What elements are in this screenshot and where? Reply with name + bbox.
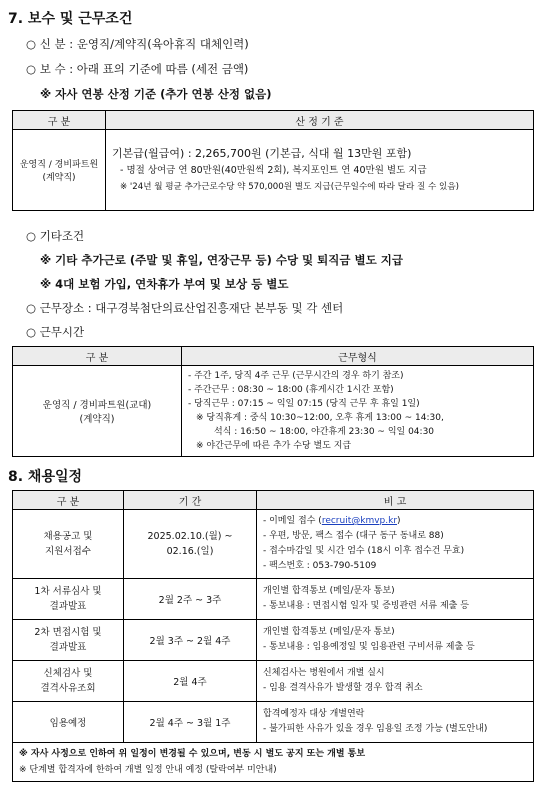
extra-allowance-note: ※ 기타 추가근로 (주말 및 휴일, 연장근무 등) 수당 및 퇴직금 별도 지급 xyxy=(40,253,403,267)
work-format-line: ※ 당직휴게 : 중식 10:30~12:00, 오후 휴게 13:00 ~ 14:30, xyxy=(196,413,444,423)
other-conditions-line: ○ 기타조건 xyxy=(26,229,85,243)
schedule-header-category: 구 분 xyxy=(13,491,124,510)
work-format-line: ※ 야간근무에 따른 추가 수당 별도 지급 xyxy=(196,441,352,451)
employment-type-line: ○ 신 분 : 운영직/계약직(육아휴직 대체인력) xyxy=(26,37,249,51)
pay-table-header-criteria: 산 정 기 준 xyxy=(106,111,534,130)
work-table-header-format: 근무형식 xyxy=(182,347,534,366)
section-8-title: 8. 채용일정 xyxy=(8,469,83,485)
bonus-line: - 명절 상여금 연 80만원(40만원씩 2회), 복지포인트 연 40만원 별도 지급 xyxy=(120,165,427,176)
insurance-note: ※ 4대 보험 가입, 연차휴가 부여 및 보상 등 별도 xyxy=(40,277,289,291)
table-row xyxy=(13,702,534,743)
schedule-period: 2월 2주 ~ 3주 xyxy=(124,579,257,620)
schedule-period: 2025.02.10.(월) ~ 02.16.(일) xyxy=(124,510,257,579)
schedule-stage: 신체검사 및 결격사유조회 xyxy=(13,661,124,702)
work-table-format-cell xyxy=(182,366,534,457)
work-format-line: 석식 : 16:50 ~ 18:00, 야간휴게 23:30 ~ 익일 04:30 xyxy=(214,427,435,437)
salary-line: ○ 보 수 : 아래 표의 기준에 따름 (세전 금액) xyxy=(26,62,249,76)
schedule-table xyxy=(12,490,534,782)
work-format-line: - 주간근무 : 08:30 ~ 18:00 (휴게시간 1시간 포함) xyxy=(188,385,394,395)
schedule-footnote: ※ 단계별 합격자에 한하여 개별 일정 안내 예정 (탈락여부 미안내) xyxy=(19,765,277,775)
base-salary-line: 기본급(월급여) : 2,265,700원 (기본급, 식대 월 13만원 포함) xyxy=(112,147,412,160)
schedule-stage: 임용예정 xyxy=(13,702,124,743)
work-format-line: - 주간 1주, 당직 4주 근무 (근무시간의 경우 하기 참조) xyxy=(188,371,404,381)
work-hours-table xyxy=(12,346,534,457)
work-place-line: ○ 근무장소 : 대구경북첨단의료산업진흥재단 본부동 및 각 센터 xyxy=(26,301,344,315)
table-row xyxy=(13,620,534,661)
work-table-row-label: 운영직 / 경비파트원(교대) (계약직) xyxy=(13,366,182,457)
schedule-header-notes: 비 고 xyxy=(257,491,534,510)
schedule-period: 2월 4주 ~ 3월 1주 xyxy=(124,702,257,743)
schedule-header-period: 기 간 xyxy=(124,491,257,510)
schedule-stage: 2차 면접시험 및 결과발표 xyxy=(13,620,124,661)
work-table-header-category: 구 분 xyxy=(13,347,182,366)
schedule-notes: 합격예정자 대상 개별연락 - 불가피한 사유가 있을 경우 임용일 조정 가능 (별도안내) xyxy=(257,702,534,743)
schedule-notes: 개인별 합격통보 (메일/문자 통보) - 통보내용 : 임용예정일 및 임용관련 구비서류 제출 등 xyxy=(257,620,534,661)
schedule-footnotes xyxy=(13,743,534,782)
pay-table xyxy=(12,110,534,211)
schedule-stage: 1차 서류심사 및 결과발표 xyxy=(13,579,124,620)
schedule-stage: 채용공고 및 지원서접수 xyxy=(13,510,124,579)
section-7-title: 7. 보수 및 근무조건 xyxy=(8,11,133,27)
schedule-footnote: ※ 자사 사정으로 인하여 위 일정이 변경될 수 있으며, 변동 시 별도 공지 또는 개별 통보 xyxy=(19,749,366,759)
work-hours-line: ○ 근무시간 xyxy=(26,325,85,339)
schedule-period: 2월 4주 xyxy=(124,661,257,702)
schedule-period: 2월 3주 ~ 2월 4주 xyxy=(124,620,257,661)
email-link[interactable]: recruit@kmvp.kr xyxy=(321,516,398,526)
table-row xyxy=(13,579,534,620)
table-row xyxy=(13,661,534,702)
pay-table-header-category: 구 분 xyxy=(13,111,106,130)
schedule-notes: - 이메일 접수 (recruit@kmvp.kr) - 우편, 방문, 팩스 접수 (대구 동구 동내로 88) - 접수마감일 및 시간 엄수 (18시 이후 접수건 무효) - 팩스번호 : 053-790-5109 xyxy=(257,510,534,579)
schedule-notes: 개인별 합격통보 (메일/문자 통보) - 통보내용 : 면접시험 일자 및 증빙관련 서류 제출 등 xyxy=(257,579,534,620)
work-format-line: - 당직근무 : 07:15 ~ 익일 07:15 (당직 근무 후 휴일 1일) xyxy=(188,399,420,409)
pay-table-criteria-cell xyxy=(106,130,534,211)
schedule-notes: 신체검사는 병원에서 개별 실시 - 임용 결격사유가 발생할 경우 합격 취소 xyxy=(257,661,534,702)
salary-basis-note: ※ 자사 연봉 산정 기준 (추가 연봉 산정 없음) xyxy=(40,87,272,101)
table-row xyxy=(13,510,534,579)
pay-table-row-label: 운영직 / 경비파트원 (계약직) xyxy=(13,130,106,211)
overtime-note: ※ '24년 월 평균 추가근로수당 약 570,000원 별도 지급(근무일수에 따라 달라 질 수 있음) xyxy=(120,182,459,192)
